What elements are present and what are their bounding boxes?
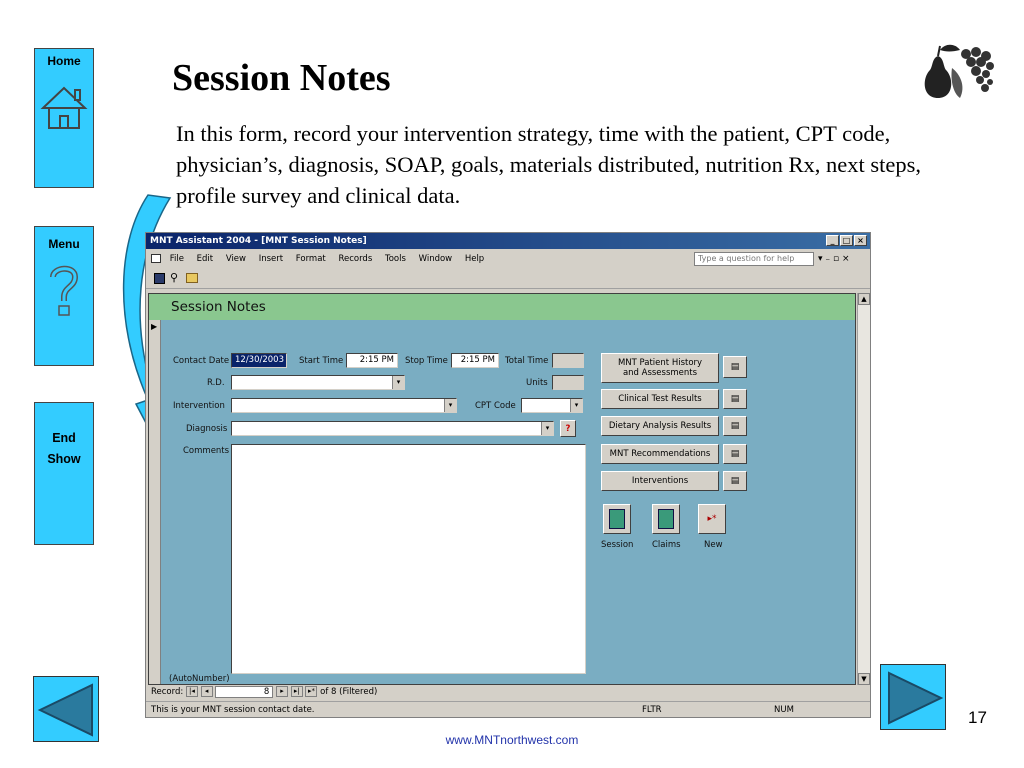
diagnosis-help-button[interactable]: ? (560, 420, 576, 437)
stop-time-field[interactable]: 2:15 PM (451, 353, 499, 368)
minimize-button[interactable]: _ (826, 235, 839, 246)
intervention-dropdown[interactable] (231, 398, 457, 413)
show-label: Show (47, 452, 81, 466)
contact-date-field[interactable]: 12/30/2003 (231, 353, 287, 368)
intervention-label: Intervention (173, 401, 225, 411)
report-icon: ▤ (730, 362, 740, 372)
menu-window[interactable]: Window (418, 254, 453, 264)
report-icon: ▤ (730, 421, 740, 431)
units-label: Units (526, 378, 548, 388)
stop-time-label: Stop Time (405, 356, 448, 366)
menu-records[interactable]: Records (338, 254, 373, 264)
form-area (148, 293, 856, 685)
rd-dropdown[interactable] (231, 375, 405, 390)
menu-format[interactable]: Format (295, 254, 326, 264)
footer-url[interactable]: www.MNTnorthwest.com (445, 733, 579, 747)
window-titlebar (146, 233, 870, 249)
new-record-nav-button[interactable]: ▸* (305, 686, 317, 697)
chevron-down-icon[interactable]: ▾ (541, 422, 553, 435)
next-record-button[interactable]: ▸ (276, 686, 288, 697)
end-label: End (52, 431, 76, 445)
status-fltr: FLTR (642, 705, 662, 715)
patient-history-report-button[interactable] (723, 356, 747, 378)
fruit-logo (916, 40, 996, 102)
record-number-field[interactable]: 8 (215, 686, 273, 698)
window-title: MNT Assistant 2004 - [MNT Session Notes] (150, 236, 367, 246)
record-pointer-icon: ▶ (151, 322, 158, 331)
new-label: New (704, 540, 723, 550)
question-mark-icon (44, 259, 84, 319)
menu-file[interactable]: File (169, 254, 184, 264)
menu-view[interactable]: View (225, 254, 246, 264)
chevron-down-icon[interactable]: ▾ (570, 399, 582, 412)
notebook-icon (658, 509, 674, 529)
mnt-recommendations-button[interactable]: MNT Recommendations (601, 444, 719, 464)
mnt-recommendations-report-button[interactable] (723, 444, 747, 464)
vertical-scrollbar[interactable] (857, 293, 870, 685)
units-field[interactable] (552, 375, 584, 390)
close-button[interactable]: × (854, 235, 867, 246)
window-controls-icon[interactable]: ▾ ₋ ▫ × (818, 254, 850, 264)
total-time-label: Total Time (505, 356, 549, 366)
toolbar (146, 269, 870, 289)
report-icon: ▤ (730, 449, 740, 459)
diagnosis-dropdown[interactable] (231, 421, 554, 436)
first-record-button[interactable]: |◂ (186, 686, 198, 697)
access-window (145, 232, 871, 718)
slide-body-text: In this form, record your intervention strategy, time with the patient, CPT code, physician’s, diagnosis, SOAP, goals, materials distributed, nutrition Rx, next steps, profile survey and clinical data. (176, 121, 921, 208)
form-header: Session Notes (149, 294, 855, 320)
clinical-test-report-button[interactable] (723, 389, 747, 409)
end-show-button[interactable] (34, 402, 94, 545)
autonumber-label: (AutoNumber) (169, 674, 230, 684)
menu-bar (146, 250, 870, 268)
claims-button[interactable] (652, 504, 680, 534)
record-selector[interactable] (149, 320, 161, 684)
new-record-button[interactable]: ▸* (698, 504, 726, 534)
patient-history-button[interactable]: MNT Patient History and Assessments (601, 353, 719, 383)
session-label: Session (601, 540, 634, 550)
previous-record-button[interactable]: ◂ (201, 686, 213, 697)
menu-button[interactable] (34, 226, 94, 366)
claims-label: Claims (652, 540, 681, 550)
session-button[interactable] (603, 504, 631, 534)
start-time-field[interactable]: 2:15 PM (346, 353, 398, 368)
house-icon (39, 82, 89, 132)
menu-edit[interactable]: Edit (196, 254, 214, 264)
binoculars-icon[interactable]: ⚲ (170, 271, 179, 284)
slide-title: Session Notes (172, 57, 391, 99)
record-count: of 8 (Filtered) (320, 687, 378, 697)
status-num: NUM (774, 705, 794, 715)
total-time-field[interactable] (552, 353, 584, 368)
home-button[interactable] (34, 48, 94, 188)
right-triangle-icon (881, 665, 947, 731)
save-icon[interactable] (154, 273, 165, 284)
contact-date-label: Contact Date (173, 356, 230, 366)
menu-help[interactable]: Help (464, 254, 485, 264)
comments-textarea[interactable] (231, 444, 586, 674)
diagnosis-label: Diagnosis (186, 424, 228, 434)
clinical-test-results-button[interactable]: Clinical Test Results (601, 389, 719, 409)
chevron-down-icon[interactable]: ▾ (392, 376, 404, 389)
cpt-code-dropdown[interactable] (521, 398, 583, 413)
menu-tools[interactable]: Tools (384, 254, 406, 264)
comments-label: Comments (183, 446, 230, 456)
scroll-down-icon[interactable]: ▼ (858, 673, 870, 685)
scroll-up-icon[interactable]: ▲ (858, 293, 870, 305)
report-icon: ▤ (730, 476, 740, 486)
status-bar (146, 701, 870, 717)
dietary-analysis-button[interactable]: Dietary Analysis Results (601, 416, 719, 436)
last-record-button[interactable]: ▸| (291, 686, 303, 697)
home-label: Home (47, 54, 81, 68)
record-navigation-bar (146, 685, 870, 700)
report-icon: ▤ (730, 394, 740, 404)
help-search-input[interactable]: Type a question for help (694, 252, 814, 266)
interventions-button[interactable]: Interventions (601, 471, 719, 491)
folder-icon[interactable] (186, 273, 198, 283)
rd-label: R.D. (207, 378, 225, 388)
menu-insert[interactable]: Insert (258, 254, 284, 264)
cpt-code-label: CPT Code (475, 401, 516, 411)
status-text: This is your MNT session contact date. (151, 705, 315, 715)
record-label: Record: (151, 687, 184, 697)
notebook-icon (609, 509, 625, 529)
interventions-report-button[interactable] (723, 471, 747, 491)
start-time-label: Start Time (299, 356, 344, 366)
dietary-analysis-report-button[interactable] (723, 416, 747, 436)
maximize-button[interactable]: □ (840, 235, 853, 246)
chevron-down-icon[interactable]: ▾ (444, 399, 456, 412)
page-number: 17 (968, 708, 987, 727)
menu-label: Menu (48, 237, 80, 251)
next-slide-button[interactable] (880, 664, 946, 730)
form-icon (151, 254, 161, 263)
